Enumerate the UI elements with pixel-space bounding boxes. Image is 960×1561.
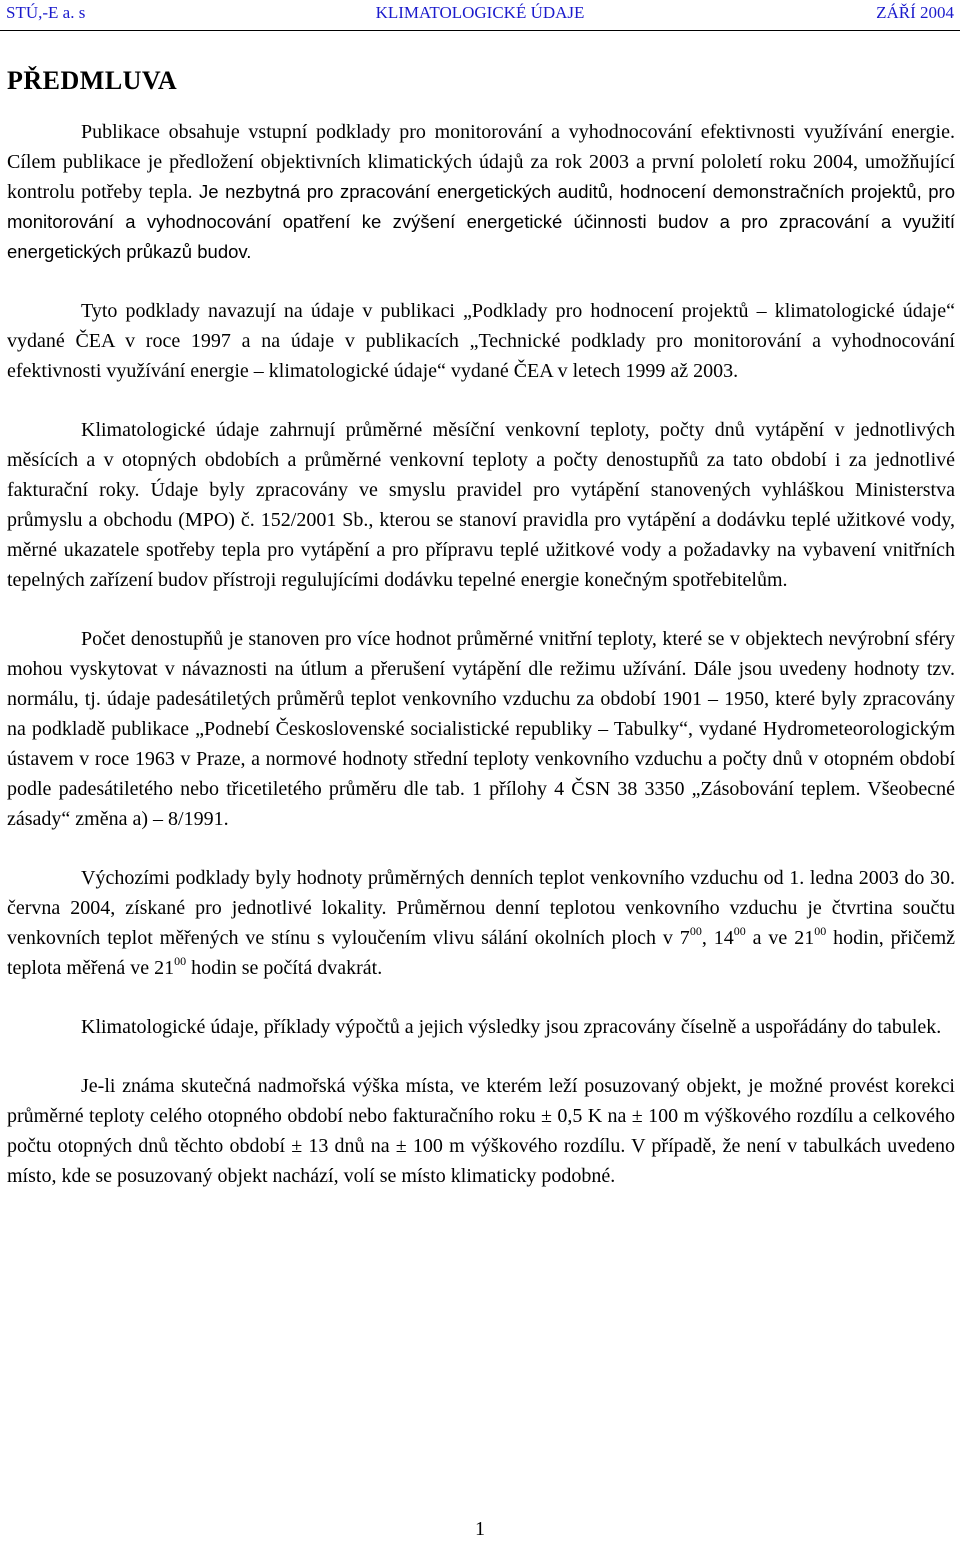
header-date: ZÁŘÍ 2004 — [876, 3, 954, 22]
page-header — [0, 0, 960, 31]
paragraph-2: Tyto podklady navazují na údaje v publikaci „Podklady pro hodnocení projektů – klimatologické údaje“ vydané ČEA v roce 1997 a na údaje v publikacích „Technické podklady pro monitorování a vyhodnocování efektivnosti využívání energie – klimatologické údaje“ vydané ČEA v letech 1999 až 2003. — [7, 300, 955, 382]
paragraph-5-part-a: Výchozími podklady byly hodnoty průměrných denních teplot venkovního vzduchu od 1. ledna 2003 do 30. června 2004, získané pro jednotlivé lokality. Průměrnou denní teplotou venkovního vzduchu je čtvrtina součtu venkovních teplot měřených ve stínu s vyloučením vlivu sálání okolních ploch v 7 — [7, 867, 955, 949]
paragraph-7: Je-li známa skutečná nadmořská výška místa, ve kterém leží posuzovaný objekt, je možné provést korekci průměrné teploty celého otopného období nebo fakturačního roku ± 0,5 K na ± 100 m výškového rozdílu a celkového počtu otopných dnů těchto období ± 13 dnů na ± 100 m výškového rozdílu. V případě, že není v tabulkách uvedeno místo, kde se posuzovaný objekt nachází, volí se místo klimaticky podobné. — [7, 1075, 955, 1187]
paragraph-1-part-a: Publikace obsahuje vstupní podklady pro monitorování a vyhodnocování efektivnosti využívání energie. Cílem publikace je předložení objektivních klimatických údajů za rok 2003 a první pololetí roku 2004, umožňující kontrolu potřeby tepla. — [7, 121, 955, 203]
paragraph-5-part-c: a ve 21 — [745, 927, 815, 949]
paragraph-3: Klimatologické údaje zahrnují průměrné měsíční venkovní teploty, počty dnů vytápění v jednotlivých měsících a v otopných obdobích a průměrné venkovní teploty a počty denostupňů za tato období i za jednotlivé fakturační roky. Údaje byly zpracovány ve smyslu pravidel pro vytápění stanovených vyhláškou Ministerstva průmyslu a obchodu (MPO) č. 152/2001 Sb., kterou se stanoví pravidla pro vytápění a dodávku teplé užitkové vody, měrné ukazatele spotřeby tepla pro vytápění a pro přípravu teplé užitkové vody a požadavky na vybavení vnitřních tepelných zařízení budov přístroji regulujícími dodávku tepelné energie konečným spotřebitelům. — [7, 419, 955, 591]
paragraph-5-part-d: hodin, přičemž teplota měřená ve 21 — [7, 927, 956, 979]
paragraph-1-part-b: Je nezbytná pro zpracování energetických auditů, hodnocení demonstračních projektů, pro monitorování a vyhodnocování opatření ke zvýšení energetické účinnosti budov a pro zpracování a využití energetických průkazů budov. — [7, 181, 955, 262]
superscript-4: 00 — [174, 954, 187, 968]
paragraph-1 — [7, 117, 955, 267]
header-document-title: KLIMATOLOGICKÉ ÚDAJE — [375, 3, 585, 22]
page-number: 1 — [475, 1518, 485, 1540]
page-title: PŘEDMLUVA — [7, 66, 178, 95]
paragraph-4: Počet denostupňů je stanoven pro více hodnot průměrné vnitřní teploty, které se v objektech nevýrobní sféry mohou vyskytovat v návaznosti na útlum a přerušení vytápění dle režimu užívání. Dále jsou uvedeny hodnoty tzv. normálu, tj. údaje padesátiletých průměrů teplot venkovního vzduchu za období 1901 – 1950, které byly zpracovány na podkladě publikace „Podnebí Československé socialistické republiky – Tabulky“, vydané Hydrometeorologickým ústavem v roce 1963 v Praze, a normové hodnoty střední teploty venkovního vzduchu a počty dnů v otopném období podle padesátiletého nebo třicetiletého průměru dle tab. 1 přílohy 4 ČSN 38 3350 „Zásobování teplem. Všeobecné zásady“ změna a) – 8/1991. — [7, 628, 955, 830]
paragraph-6: Klimatologické údaje, příklady výpočtů a jejich výsledky jsou zpracovány číselně a uspořádány do tabulek. — [81, 1016, 942, 1038]
document-body — [7, 117, 955, 1220]
header-organization: STÚ,-E a. s — [6, 3, 86, 22]
superscript-1: 00 — [689, 924, 702, 938]
paragraph-5-part-b: , 14 — [701, 927, 734, 949]
superscript-3: 00 — [814, 924, 827, 938]
paragraph-5 — [7, 863, 955, 983]
paragraph-5-part-e: hodin se počítá dvakrát. — [186, 957, 383, 979]
superscript-2: 00 — [733, 924, 746, 938]
